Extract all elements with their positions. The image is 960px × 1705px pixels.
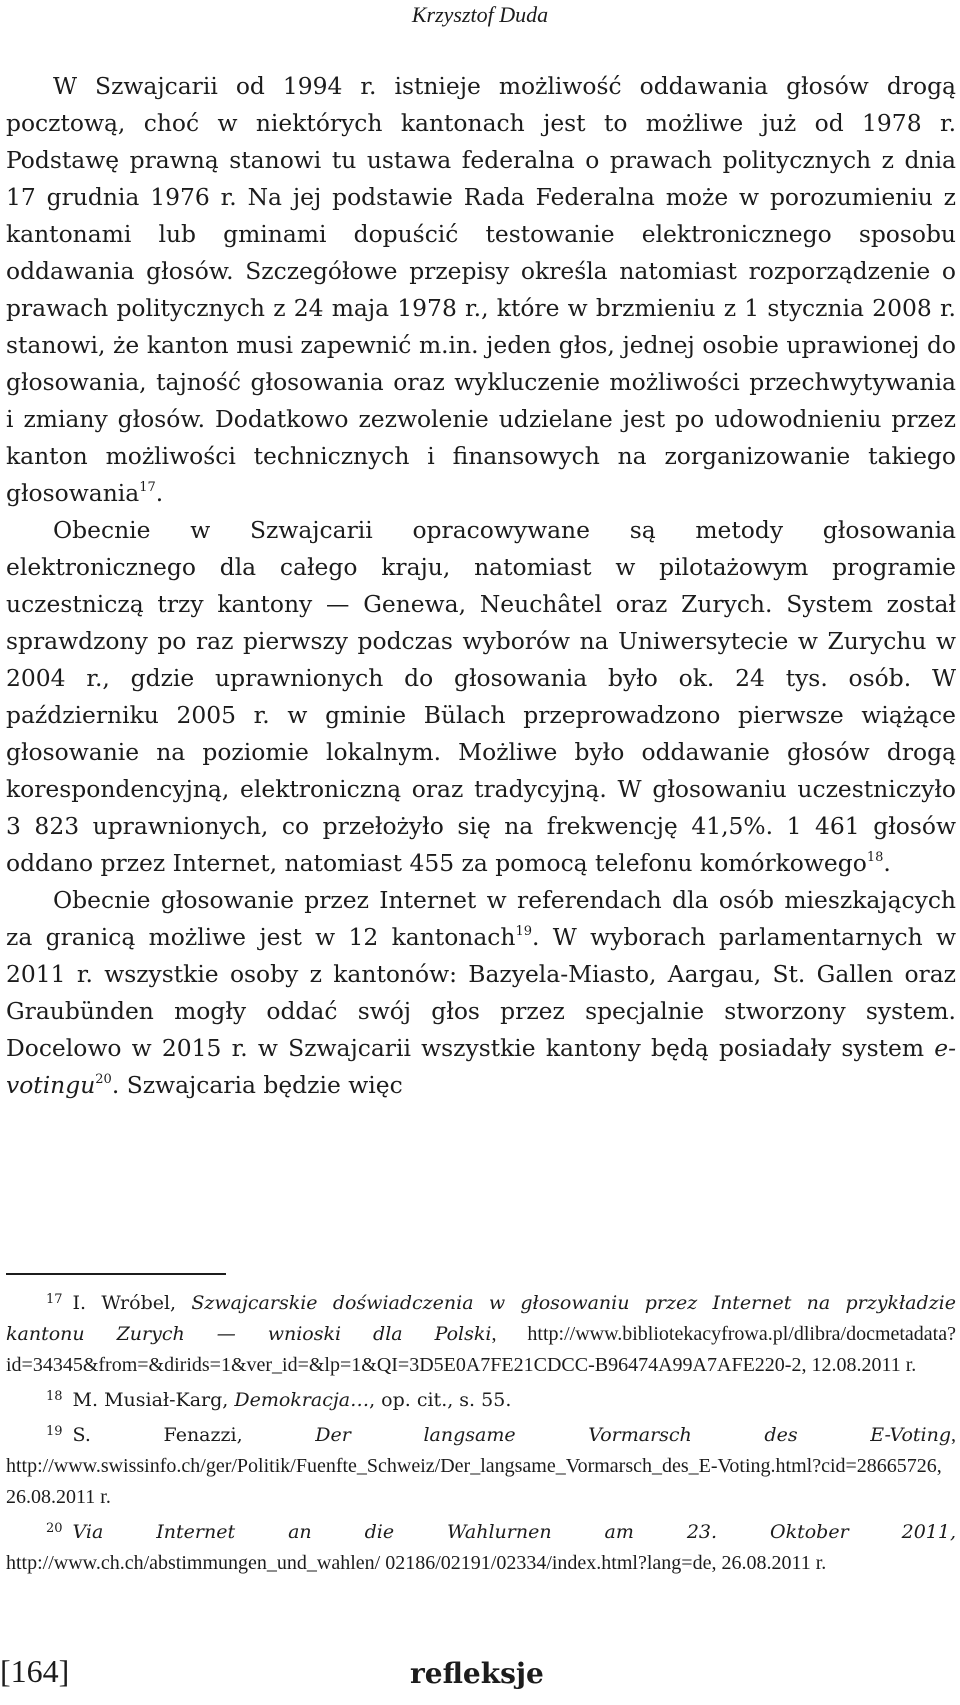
- page-number: [164]: [0, 1653, 70, 1689]
- paragraph-1: W Szwajcarii od 1994 r. istnieje możliwość oddawania głosów drogą pocztową, choć w niektórych kantonach jest to możliwe już od 1978 r. Podstawę prawną stanowi tu ustawa federalna o prawach politycznych z dnia 17 grudnia 1976 r. Na jej podstawie Rada Federalna może w porozumieniu z kantonami lub gminami dopuścić testowanie elektronicznego sposobu oddawania głosów. Szczegółowe przepisy określa natomiast rozporządzenie o prawach politycznych z 24 maja 1978 r., które w brzmieniu z 1 stycznia 2008 r. stanowi, że kanton musi zapewnić m.in. jeden głos, jednej osobie uprawionej do głosowania, tajność głosowania oraz wykluczenie możliwości przechwytywania i zmiany głosów. Dodatkowo zezwolenie udzielane jest po udowodnieniu przez kanton możliwości technicznych i finansowych na zorganizowanie takiego głosowania$^{17}$.: [6, 72, 956, 507]
- footnote-number: 19: [46, 1424, 63, 1439]
- footnote-title: Der langsame Vormarsch des E-Voting: [315, 1424, 952, 1446]
- footnote-19: $^{19}$ S. Fenazzi, Der langsame Vormarsch des E-Voting, http://www.swissinfo.ch/ger/Politik/Fuenfte_Schweiz/Der_langsame_Vormarsch_des_E-Voting.html?cid=28665726, 26.08.2011 r.: [6, 1424, 957, 1508]
- paragraph-3: Obecnie głosowanie przez Internet w referendach dla osób mieszkających za granicą możliwe jest w 12 kantonach$^{19}$. W wyborach parlamentarnych w 2011 r. wszystkie osoby z kantonów: Bazyela-Miasto, Aargau, St. Gallen oraz Graubünden mogły oddać swój głos przez specjalnie stworzony system. Docelowo w 2015 r. w Szwajcarii wszystkie kantony będą posiadały system e-votingu$^{20}$. Szwajcaria będzie więc: [6, 886, 956, 1099]
- footnote-number: 18: [46, 1389, 63, 1404]
- footnote-link[interactable]: , http://www.bibliotekacyfrowa.pl/dlibra/docmetadata?id=34345&from=&dirids=1&ver_id=&lp=1&QI=3D5E0A7FE21CDCC-B96474A99A7AFE220-2, 12.08.2011 r.: [6, 1323, 956, 1376]
- footnote-title: Demokracja…: [234, 1389, 370, 1411]
- footnote-link[interactable]: http://www.ch.ch/abstimmungen_und_wahlen/ 02186/02191/02334/index.html?lang=de, 26.08.2011 r.: [6, 1552, 827, 1574]
- footnotes: [6, 1284, 956, 1579]
- footnote-ref-17[interactable]: 17: [139, 480, 156, 495]
- footnote-17: $^{17}$ I. Wróbel, Szwajcarskie doświadczenia w głosowaniu przez Internet na przykładzie kantonu Zurych — wnioski dla Polski, http://www.bibliotekacyfrowa.pl/dlibra/docmetadata?id=34345&from=&dirids=1&ver_id=&lp=1&QI=3D5E0A7FE21CDCC-B96474A99A7AFE220-2, 12.08.2011 r.: [6, 1292, 957, 1376]
- italic-term: e-votingu: [6, 1034, 956, 1099]
- paragraph-2: Obecnie w Szwajcarii opracowywane są metody głosowania elektronicznego dla całego kraju, natomiast w pilotażowym programie uczestniczą trzy kantony — Genewa, Neuchâtel oraz Zurych. System został sprawdzony po raz pierwszy podczas wyborów na Uniwersytecie w Zurychu w 2004 r., gdzie uprawnionych do głosowania było ok. 24 tys. osób. W październiku 2005 r. w gminie Bülach przeprowadzono pierwsze wiążące głosowanie na poziomie lokalnym. Możliwe było oddawanie głosów drogą korespondencyjną, elektroniczną oraz tradycyjną. W głosowaniu uczestniczyło 3 823 uprawnionych, co przełożyło się na frekwencję 41,5%. 1 461 głosów oddano przez Internet, natomiast 455 za pomocą telefonu komórkowego$^{18}$.: [6, 516, 956, 877]
- footnote-title: Szwajcarskie doświadczenia w głosowaniu przez Internet na przykładzie kantonu Zurych — wnioski dla Polski: [6, 1292, 957, 1345]
- footnote-separator: [6, 1273, 226, 1275]
- footnote-number: 17: [46, 1292, 63, 1307]
- footnote-number: 20: [46, 1521, 63, 1536]
- footnote-ref-19[interactable]: 19: [515, 924, 533, 939]
- footnote-link[interactable]: , http://www.swissinfo.ch/ger/Politik/Fuenfte_Schweiz/Der_langsame_Vormarsch_des_E-Voting.html?cid=28665726, 26.08.2011 r.: [6, 1424, 957, 1508]
- journal-name: refleksje: [410, 1657, 544, 1690]
- footnote-title: Via Internet an die Wahlurnen am 23. Oktober 2011,: [72, 1521, 956, 1543]
- footnote-ref-20[interactable]: 20: [95, 1072, 112, 1087]
- footnote-ref-18[interactable]: 18: [866, 850, 884, 865]
- footnote-18: $^{18}$ M. Musiał-Karg, Demokracja…, op. cit., s. 55.: [46, 1389, 512, 1411]
- footnote-20: [6, 1513, 956, 1579]
- running-head-author: Krzysztof Duda: [411, 2, 549, 27]
- main-text: [6, 68, 956, 1104]
